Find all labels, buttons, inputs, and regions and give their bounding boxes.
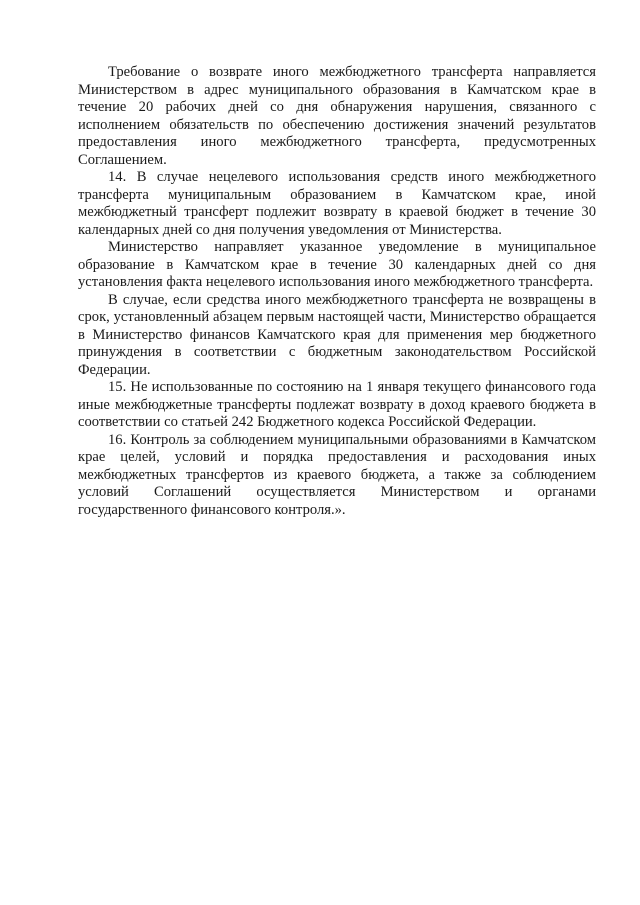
paragraph-ministry-notice: Министерство направляет указанное уведомление в муниципальное образование в Камчатском крае в течение 30 календарных дней со дня установления факта нецелевого использования иного межбюджетного трансферта. [78, 239, 596, 290]
paragraph-refund-requirement: Требование о возврате иного межбюджетного трансферта направляется Министерством в адрес муниципального образования в Камчатском крае в течение 20 рабочих дней со дня обнаружения нарушения, связанного с исполнением обязательств по обеспечению достижения значений результатов предоставления иного межбюджетного трансферта, предусмотренных Соглашением. [78, 64, 596, 168]
document-body [78, 64, 596, 519]
paragraph-15-unused-transfers: 15. Не использованные по состоянию на 1 января текущего финансового года иные межбюджетные трансферты подлежат возврату в доход краевого бюджета в соответствии со статьей 242 Бюджетного кодекса Российской Федерации. [78, 379, 596, 430]
paragraph-14-misuse: 14. В случае нецелевого использования средств иного межбюджетного трансферта муниципальным образованием в Камчатском крае, иной межбюджетный трансферт подлежит возврату в краевой бюджет в течение 30 календарных дней со дня получения уведомления от Министерства. [78, 169, 596, 238]
paragraph-16-control: 16. Контроль за соблюдением муниципальными образованиями в Камчатском крае целей, условий и порядка предоставления и расходования иных межбюджетных трансфертов из краевого бюджета, а также за соблюдением условий Соглашений осуществляется Министерством и органами государственного финансового контроля.». [78, 431, 596, 518]
paragraph-enforcement: В случае, если средства иного межбюджетного трансферта не возвращены в срок, установленный абзацем первым настоящей части, Министерство обращается в Министерство финансов Камчатского края для применения мер бюджетного принуждения в соответствии с бюджетным законодательством Российской Федерации. [78, 291, 596, 378]
